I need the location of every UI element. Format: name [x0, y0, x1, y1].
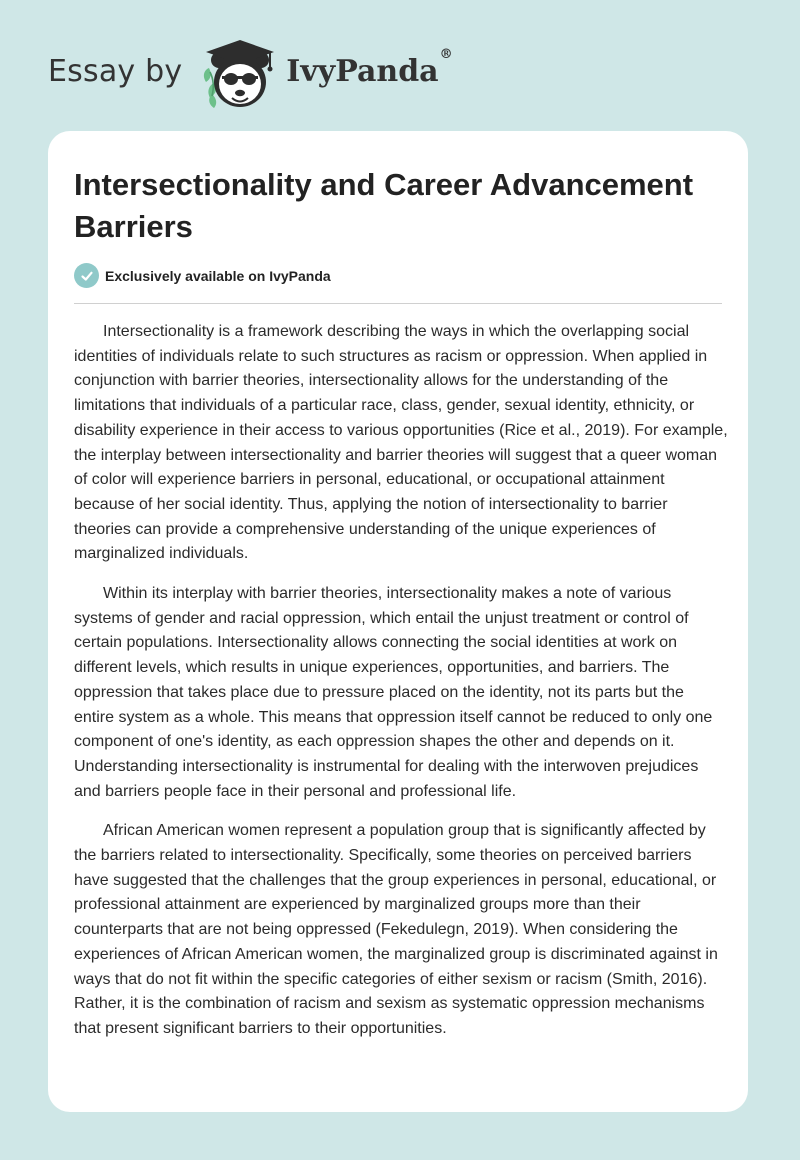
brand-logo-text[interactable]: IvyPanda® — [286, 47, 453, 89]
check-circle-icon — [74, 263, 99, 288]
divider — [74, 303, 722, 304]
paragraph-3: African American women represent a population group that is significantly affected by the barriers related to intersectionality. Specifically, some theories on perceived barriers have suggested that the challenges that the group experiences in personal, educational, or professional attainment are experienced by marginalized groups more than their counterparts that are not being oppressed (Fekedulegn, 2019). When considering the experiences of African American women, the marginalized group is discriminated against in ways that do not fit within the specific categories of either sexism or racism (Smith, 2016). Rather, it is the combination of racism and sexism as systematic oppression mechanisms that present significant barriers to their opportunities. — [74, 822, 718, 1037]
essay-by-label: Essay by — [48, 54, 183, 89]
panda-graduate-icon[interactable] — [196, 32, 280, 112]
essay-card — [48, 131, 748, 1112]
exclusive-label: Exclusively available on IvyPanda — [105, 267, 331, 284]
site-header — [48, 32, 453, 112]
paragraph-1: Intersectionality is a framework describing the ways in which the overlapping social identities of individuals relate to such structures as racism or oppression. When applied in conjunction with barrier theories, intersectionality allows for the understanding of the limitations that individuals of a particular race, class, gender, sexual identity, ethnicity, or disability experience in their access to various opportunities (Rice et al., 2019). For example, the interplay between intersectionality and barrier theories will suggest that a queer woman of color will experience barriers in personal, educational, or occupational attainment because of her social identity. Thus, applying the notion of intersectionality to barrier theories can provide a comprehensive understanding of the unique experiences of marginalized individuals. — [74, 323, 728, 563]
paragraph-2: Within its interplay with barrier theories, intersectionality makes a note of various systems of gender and racial oppression, which entail the unjust treatment or control of certain populations. Intersectionality allows connecting the social identities at work on different levels, which results in unique experiences, opportunities, and barriers. The oppression that takes place due to pressure placed on the identity, not its parts but the entire system as a whole. This means that oppression itself cannot be reduced to only one component of one's identity, as each oppression shapes the other and depends on it. Understanding intersectionality is instrumental for dealing with the interwoven prejudices and barriers people face in their personal and professional life. — [74, 585, 713, 800]
essay-body — [74, 320, 728, 1057]
exclusive-badge — [74, 263, 331, 288]
page-title: Intersectionality and Career Advancement Barriers — [74, 167, 694, 244]
